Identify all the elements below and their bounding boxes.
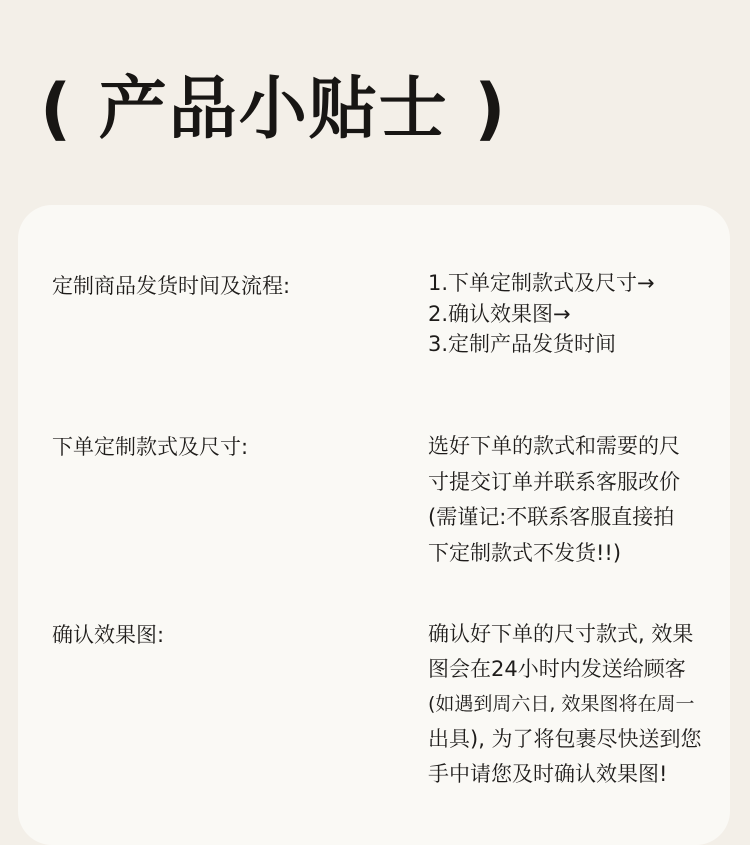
tip-line: 3.定制产品发货时间 <box>428 332 617 356</box>
tip-line: (需谨记:不联系客服直接拍 <box>428 505 675 529</box>
tip-line: 出具), 为了将包裹尽快送到您 <box>428 727 702 751</box>
tip-line: 寸提交订单并联系客服改价 <box>428 469 680 494</box>
tip-label-shipping-process: 定制商品发货时间及流程: <box>52 274 291 298</box>
tip-line: 下定制款式不发货!!) <box>428 540 622 565</box>
tip-value-order-size <box>428 429 720 571</box>
tip-value-confirm-preview <box>428 617 720 792</box>
tip-line: 图会在24小时内发送给顾客 <box>428 657 686 681</box>
tip-line: 2.确认效果图→ <box>428 301 571 326</box>
tip-line: 确认好下单的尺寸款式, 效果 <box>428 622 694 646</box>
tip-line: 1.下单定制款式及尺寸→ <box>428 271 655 295</box>
tip-label-confirm-preview: 确认效果图: <box>52 623 165 647</box>
tip-line: 选好下单的款式和需要的尺 <box>428 434 680 458</box>
tip-value-shipping-process <box>428 268 720 360</box>
tip-line: (如遇到周六日, 效果图将在周一 <box>428 693 695 715</box>
tip-line: 手中请您及时确认效果图! <box>428 762 668 786</box>
tip-label-order-size: 下单定制款式及尺寸: <box>52 435 249 459</box>
product-tips-card <box>18 205 730 845</box>
page-title: ( 产品小贴士 ) <box>40 70 508 149</box>
